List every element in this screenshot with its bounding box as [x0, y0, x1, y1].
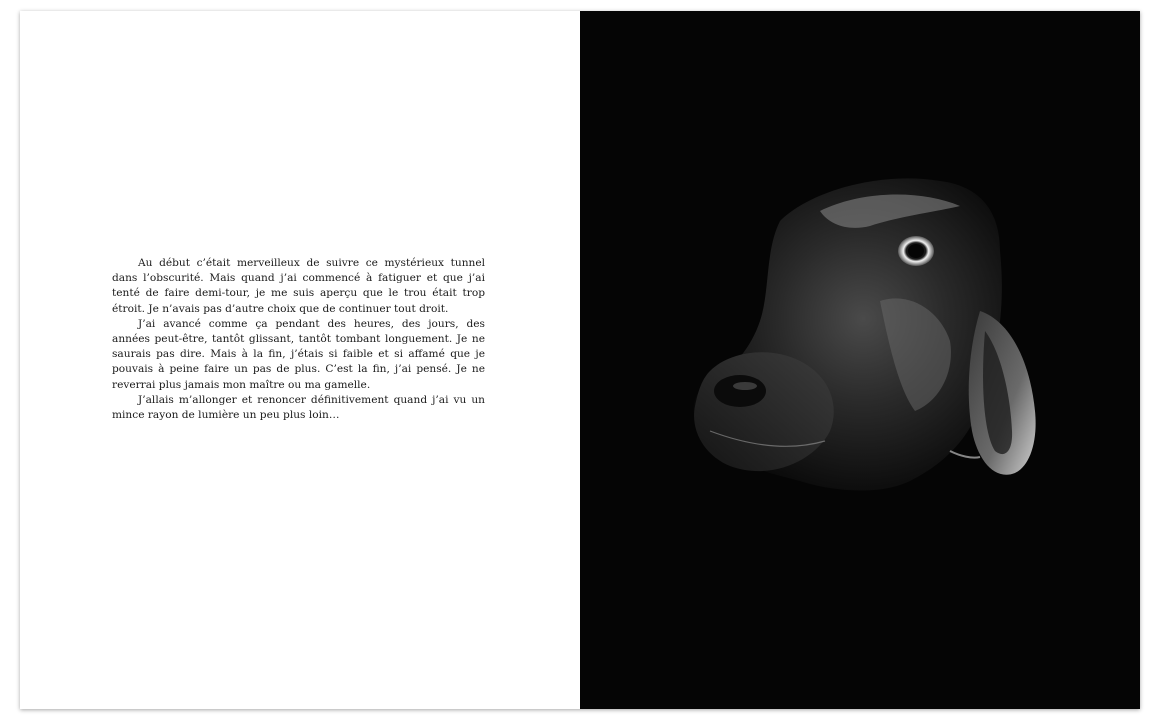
book-spread	[20, 11, 1140, 709]
left-page	[20, 11, 580, 709]
story-text	[112, 256, 485, 423]
dog-photo	[580, 11, 1140, 709]
right-page-photo	[580, 11, 1140, 709]
nose-highlight	[733, 382, 757, 390]
collar-glint	[950, 451, 980, 458]
paragraph-3: J’allais m’allonger et renoncer définitivement quand j’ai vu un mince rayon de lumière un peu plus loin…	[112, 393, 485, 422]
dog-nose	[714, 375, 766, 407]
eye-pupil	[908, 244, 924, 258]
paragraph-2: J’ai avancé comme ça pendant des heures, des jours, des années peut-être, tantôt glissant, tantôt tombant longuement. Je ne saurais pas dire. Mais à la fin, j’étais si faible et si affamé que je pouvais à peine faire un pas de plus. C’est la fin, j’ai pensé. Je ne reverrai plus jamais mon maître ou ma gamelle.	[112, 317, 485, 391]
paragraph-1: Au début c’était merveilleux de suivre ce mystérieux tunnel dans l’obscurité. Mais quand j’ai commencé à fatiguer et que j’ai tenté de faire demi-tour, je me suis aperçu que le trou était trop étroit. Je n’avais pas d’autre choix que de continuer tout droit.	[112, 257, 485, 315]
